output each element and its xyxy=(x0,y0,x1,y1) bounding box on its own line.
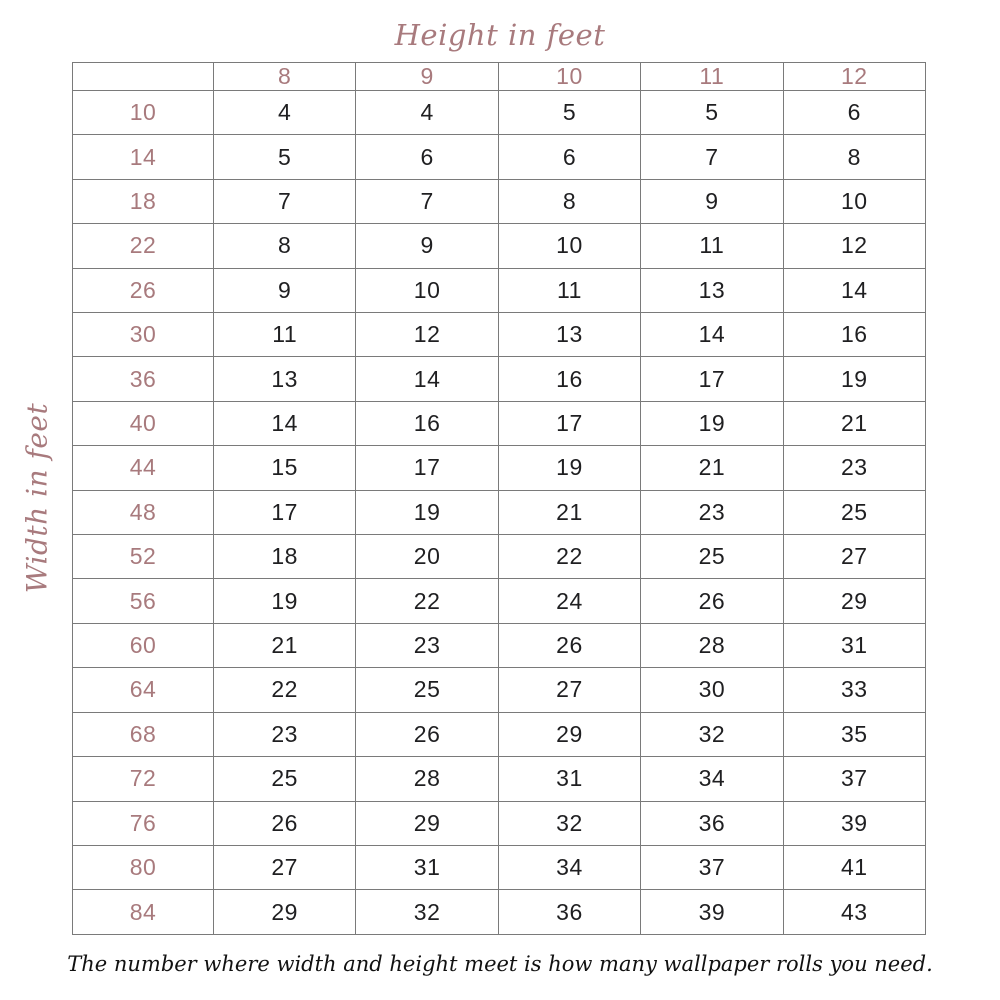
rolls-value-cell: 31 xyxy=(783,623,925,667)
table-row xyxy=(73,224,926,268)
rolls-value-cell: 7 xyxy=(214,179,356,223)
height-column-header: 10 xyxy=(498,63,640,91)
rolls-value-cell: 5 xyxy=(498,91,640,135)
rolls-value-cell: 43 xyxy=(783,890,925,935)
rolls-value-cell: 23 xyxy=(214,712,356,756)
rolls-value-cell: 16 xyxy=(356,401,498,445)
table-row xyxy=(73,712,926,756)
width-row-header: 80 xyxy=(73,845,214,889)
rolls-value-cell: 37 xyxy=(783,757,925,801)
rolls-value-cell: 19 xyxy=(356,490,498,534)
rolls-value-cell: 14 xyxy=(356,357,498,401)
width-row-header: 26 xyxy=(73,268,214,312)
table-row xyxy=(73,757,926,801)
rolls-value-cell: 25 xyxy=(214,757,356,801)
table-row xyxy=(73,623,926,667)
rolls-value-cell: 33 xyxy=(783,668,925,712)
rolls-value-cell: 22 xyxy=(214,668,356,712)
width-row-header: 64 xyxy=(73,668,214,712)
rolls-value-cell: 25 xyxy=(356,668,498,712)
rolls-value-cell: 28 xyxy=(641,623,783,667)
rolls-value-cell: 22 xyxy=(498,535,640,579)
rolls-value-cell: 8 xyxy=(498,179,640,223)
table-row xyxy=(73,535,926,579)
width-row-header: 18 xyxy=(73,179,214,223)
page-title: Height in feet xyxy=(394,18,606,52)
rolls-value-cell: 19 xyxy=(783,357,925,401)
rolls-value-cell: 23 xyxy=(356,623,498,667)
table-row xyxy=(73,579,926,623)
rolls-value-cell: 39 xyxy=(783,801,925,845)
rolls-value-cell: 6 xyxy=(356,135,498,179)
width-row-header: 48 xyxy=(73,490,214,534)
rolls-value-cell: 27 xyxy=(498,668,640,712)
table-header xyxy=(73,63,926,91)
rolls-value-cell: 28 xyxy=(356,757,498,801)
table-row xyxy=(73,179,926,223)
rolls-value-cell: 14 xyxy=(641,313,783,357)
rolls-value-cell: 4 xyxy=(214,91,356,135)
width-row-header: 68 xyxy=(73,712,214,756)
rolls-value-cell: 31 xyxy=(498,757,640,801)
rolls-value-cell: 26 xyxy=(214,801,356,845)
rolls-value-cell: 19 xyxy=(641,401,783,445)
rolls-value-cell: 26 xyxy=(356,712,498,756)
rolls-value-cell: 19 xyxy=(214,579,356,623)
rolls-value-cell: 15 xyxy=(214,446,356,490)
table-row xyxy=(73,268,926,312)
rolls-value-cell: 19 xyxy=(498,446,640,490)
rolls-value-cell: 8 xyxy=(783,135,925,179)
rolls-value-cell: 31 xyxy=(356,845,498,889)
table-caption: The number where width and height meet is how many wallpaper rolls you need. xyxy=(67,952,933,976)
table-row xyxy=(73,91,926,135)
rolls-value-cell: 29 xyxy=(356,801,498,845)
rolls-value-cell: 20 xyxy=(356,535,498,579)
rolls-value-cell: 32 xyxy=(498,801,640,845)
height-column-header: 11 xyxy=(641,63,783,91)
rolls-value-cell: 17 xyxy=(356,446,498,490)
width-row-header: 44 xyxy=(73,446,214,490)
width-row-header: 22 xyxy=(73,224,214,268)
rolls-value-cell: 11 xyxy=(214,313,356,357)
table-row xyxy=(73,668,926,712)
rolls-value-cell: 24 xyxy=(498,579,640,623)
rolls-value-cell: 37 xyxy=(641,845,783,889)
rolls-value-cell: 22 xyxy=(356,579,498,623)
height-column-header: 8 xyxy=(214,63,356,91)
height-column-header: 12 xyxy=(783,63,925,91)
width-axis-label: Width in feet xyxy=(20,402,54,594)
rolls-value-cell: 6 xyxy=(498,135,640,179)
table-row xyxy=(73,357,926,401)
rolls-value-cell: 21 xyxy=(641,446,783,490)
rolls-value-cell: 21 xyxy=(498,490,640,534)
width-row-header: 14 xyxy=(73,135,214,179)
rolls-value-cell: 17 xyxy=(214,490,356,534)
table-row xyxy=(73,401,926,445)
wallpaper-rolls-table xyxy=(72,62,926,935)
rolls-value-cell: 14 xyxy=(783,268,925,312)
rolls-value-cell: 7 xyxy=(641,135,783,179)
rolls-value-cell: 29 xyxy=(498,712,640,756)
rolls-value-cell: 10 xyxy=(498,224,640,268)
rolls-value-cell: 17 xyxy=(641,357,783,401)
rolls-value-cell: 23 xyxy=(783,446,925,490)
rolls-value-cell: 26 xyxy=(641,579,783,623)
rolls-value-cell: 12 xyxy=(356,313,498,357)
rolls-value-cell: 13 xyxy=(214,357,356,401)
width-row-header: 36 xyxy=(73,357,214,401)
rolls-value-cell: 16 xyxy=(783,313,925,357)
rolls-value-cell: 17 xyxy=(498,401,640,445)
width-row-header: 56 xyxy=(73,579,214,623)
rolls-value-cell: 35 xyxy=(783,712,925,756)
rolls-value-cell: 11 xyxy=(641,224,783,268)
rolls-value-cell: 29 xyxy=(783,579,925,623)
rolls-value-cell: 21 xyxy=(214,623,356,667)
table-row xyxy=(73,801,926,845)
rolls-value-cell: 18 xyxy=(214,535,356,579)
rolls-value-cell: 34 xyxy=(641,757,783,801)
rolls-value-cell: 27 xyxy=(214,845,356,889)
header-row xyxy=(73,63,926,91)
rolls-value-cell: 34 xyxy=(498,845,640,889)
rolls-value-cell: 6 xyxy=(783,91,925,135)
rolls-value-cell: 25 xyxy=(641,535,783,579)
width-row-header: 72 xyxy=(73,757,214,801)
table-row xyxy=(73,446,926,490)
rolls-value-cell: 11 xyxy=(498,268,640,312)
width-row-header: 84 xyxy=(73,890,214,935)
rolls-value-cell: 39 xyxy=(641,890,783,935)
rolls-value-cell: 9 xyxy=(641,179,783,223)
rolls-value-cell: 41 xyxy=(783,845,925,889)
rolls-value-cell: 8 xyxy=(214,224,356,268)
rolls-value-cell: 5 xyxy=(214,135,356,179)
rolls-value-cell: 21 xyxy=(783,401,925,445)
width-row-header: 10 xyxy=(73,91,214,135)
table-row xyxy=(73,490,926,534)
rolls-value-cell: 36 xyxy=(498,890,640,935)
rolls-value-cell: 9 xyxy=(214,268,356,312)
rolls-value-cell: 4 xyxy=(356,91,498,135)
width-row-header: 60 xyxy=(73,623,214,667)
rolls-value-cell: 36 xyxy=(641,801,783,845)
width-row-header: 30 xyxy=(73,313,214,357)
rolls-value-cell: 5 xyxy=(641,91,783,135)
rolls-value-cell: 14 xyxy=(214,401,356,445)
rolls-value-cell: 25 xyxy=(783,490,925,534)
rolls-value-cell: 12 xyxy=(783,224,925,268)
table-row xyxy=(73,135,926,179)
width-row-header: 52 xyxy=(73,535,214,579)
height-column-header: 9 xyxy=(356,63,498,91)
rolls-value-cell: 23 xyxy=(641,490,783,534)
rolls-value-cell: 7 xyxy=(356,179,498,223)
table-row xyxy=(73,845,926,889)
rolls-value-cell: 30 xyxy=(641,668,783,712)
width-row-header: 40 xyxy=(73,401,214,445)
rolls-value-cell: 32 xyxy=(356,890,498,935)
rolls-value-cell: 26 xyxy=(498,623,640,667)
table-body xyxy=(73,91,926,935)
rolls-value-cell: 29 xyxy=(214,890,356,935)
rolls-value-cell: 13 xyxy=(498,313,640,357)
rolls-value-cell: 27 xyxy=(783,535,925,579)
rolls-value-cell: 32 xyxy=(641,712,783,756)
rolls-value-cell: 16 xyxy=(498,357,640,401)
rolls-value-cell: 9 xyxy=(356,224,498,268)
rolls-value-cell: 13 xyxy=(641,268,783,312)
corner-cell xyxy=(73,63,214,91)
table-row xyxy=(73,313,926,357)
rolls-value-cell: 10 xyxy=(356,268,498,312)
rolls-value-cell: 10 xyxy=(783,179,925,223)
table-row xyxy=(73,890,926,935)
width-row-header: 76 xyxy=(73,801,214,845)
